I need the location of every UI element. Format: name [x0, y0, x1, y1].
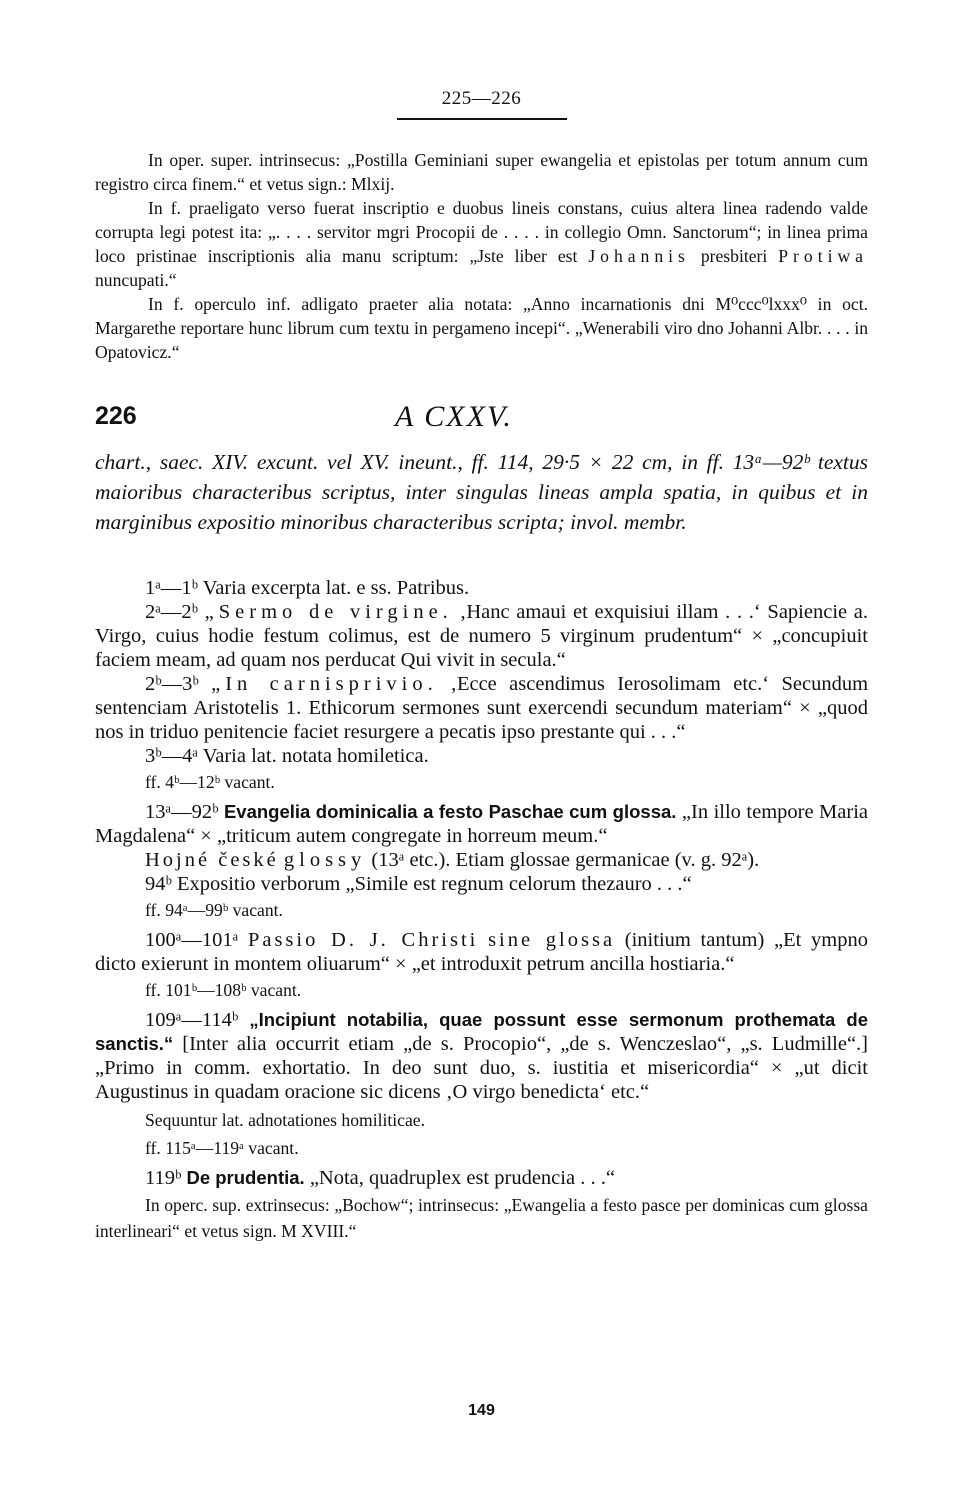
page-number: 149	[468, 1402, 495, 1419]
item-title-spaced: sine glossa	[488, 929, 616, 951]
spaced-name: Protiwa	[778, 246, 868, 266]
entry-description-block	[95, 447, 868, 537]
gloss-text: (13ᵃ etc.). Etiam glossae germanicae (v. g. 92ᵃ).	[371, 849, 760, 871]
item-10: ff. 101ᵇ—108ᵇ vacant.	[145, 980, 302, 1000]
folio-ref: 119ᵇ	[145, 1167, 182, 1189]
item-13: ff. 115ᵃ—119ᵃ vacant.	[145, 1138, 299, 1158]
folio-ref: 109ᵃ—114ᵇ	[145, 1009, 239, 1031]
item-7: 94ᵇ Expositio verborum „Simile est regnum celorum thezauro . . .“	[145, 873, 692, 895]
item-11	[95, 1008, 868, 1104]
item-4	[95, 744, 868, 768]
entry-signature: A CXXV.	[395, 400, 513, 433]
item-5: ff. 4ᵇ—12ᵇ vacant.	[145, 772, 275, 792]
item-1	[95, 576, 868, 600]
item-title-bold: „Incipiunt notabilia, quae possunt esse sermonum prothemata de sanctis.“	[95, 1009, 868, 1054]
item-title-spaced: „In carnisprivio.	[211, 673, 438, 695]
item-2	[95, 600, 868, 672]
folio-ref: 2ᵃ—2ᵇ	[145, 601, 198, 623]
folio-ref: 100ᵃ—101ᵃ	[145, 929, 239, 951]
intro-text: nuncupati.“	[95, 270, 177, 290]
item-text: ‚Ecce ascendimus Ierosolimam etc.‘ Secundum sentenciam Aristotelis 1. Ethicorum sermones sunt exercendi secundum materiam“ × „quod nos in triduo penitencie faciet resurgere a pecatis ipso prestante qui . . .“	[95, 673, 869, 743]
spaced-name: Johannis	[588, 246, 690, 266]
folio-ref: 2ᵇ—3ᵇ	[145, 673, 199, 695]
item-6	[95, 800, 868, 848]
folio-ref: 1ᵃ—1ᵇ	[145, 577, 198, 599]
item-text: (initium tantum) „Et ympno dicto exierunt in montem oliuarum“ × „et introduxit petrum ancilla hostiaria.“	[95, 929, 869, 975]
folio-ref: 3ᵇ—4ᵃ	[145, 745, 198, 767]
item-14	[95, 1166, 868, 1190]
header-rule	[397, 118, 567, 120]
intro-text: In f. praeligato verso fuerat inscriptio e duobus lineis constans, cuius altera linea radendo valde corrupta legi potest ita: „. . . . servitor mgri Procopii de . . . . in collegio Omn. Sanctorum“; in linea prima loco pristinae inscriptionis alia manu scriptum: „Jste liber est	[95, 198, 868, 266]
entry-description: chart., saec. XIV. excunt. vel XV. ineunt., ff. 114, 29·5 × 22 cm, in ff. 13ᵃ—92ᵇ textus maioribus characteribus scriptus, inter singulas lineas ampla spatia, in quibus et in marginibus expositio minoribus characteribus scripta; invol. membr.	[95, 450, 868, 534]
gloss-text: Hojné české	[145, 849, 279, 871]
intro-notes	[95, 148, 868, 364]
item-3	[95, 672, 868, 744]
item-title-spaced: „Sermo de virgine.	[204, 601, 453, 623]
intro-paragraph-2	[95, 196, 868, 292]
item-text: „Nota, quadruplex est prudencia . . .“	[309, 1167, 615, 1189]
item-text: Varia excerpta lat. e ss. Patribus.	[202, 577, 470, 599]
item-12: Sequuntur lat. adnotationes homiliticae.	[145, 1110, 425, 1130]
item-8: ff. 94ᵃ—99ᵇ vacant.	[145, 900, 283, 920]
intro-text: presbiteri	[700, 246, 768, 266]
item-text: ‚Hanc amaui et exquisiui illam . . .‘ Sapiencie a. Virgo, cuius hodie festum colimus, est de numero 5 virginum prudentum“ × „concupiuit faciem meam, ad quam nos perducat Qui vivit in secula.“	[95, 601, 869, 671]
contents	[95, 576, 868, 1244]
item-9	[95, 928, 868, 976]
gloss-text-spaced: glossy	[283, 849, 367, 871]
entry-heading	[95, 402, 868, 438]
item-title-spaced: Passio D. J. Christi	[247, 929, 479, 951]
item-6-gloss	[95, 848, 868, 872]
final-note: In operc. sup. extrinsecus: „Bochow“; intrinsecus: „Ewangelia a festo pasce per dominicas cum glossa interlineari“ et vetus sign. M XVIII.“	[95, 1195, 868, 1241]
intro-paragraph-1: In oper. super. intrinsecus: „Postilla Geminiani super ewangelia et epistolas per totum annum cum registro circa finem.“ et vetus sign.: Mlxij.	[95, 150, 868, 194]
folio-ref: 13ᵃ—92ᵇ	[145, 801, 219, 823]
item-text: „In illo tempore Maria Magdalena“ × „triticum autem congregate in horreum meum.“	[95, 801, 868, 847]
item-title-bold: De prudentia.	[186, 1167, 305, 1188]
intro-paragraph-3: In f. operculo inf. adligato praeter alia notata: „Anno incarnationis dni M⁰ccc⁰lxxx⁰ in oct. Margarethe reportare hunc librum cum textu in pergameno incepi“. „Wenerabili viro dno Johanni Albr. . . . in Opatovicz.“	[95, 294, 868, 362]
entry-number: 226	[95, 402, 137, 430]
running-header: 225—226	[441, 88, 522, 109]
item-title-bold: Evangelia dominicalia a festo Paschae cum glossa.	[223, 801, 677, 822]
item-text: Varia lat. notata homiletica.	[202, 745, 429, 767]
item-text: [Inter alia occurrit etiam „de s. Procopio“, „de s. Wenczeslao“, „s. Ludmille“.] „Primo in comm. exhortatio. In deo sunt duo, s. iustitia et misericordia“ × „ut dicit Augustinus in quadam oracione sic dicens ‚O virgo benedicta‘ etc.“	[95, 1033, 868, 1103]
